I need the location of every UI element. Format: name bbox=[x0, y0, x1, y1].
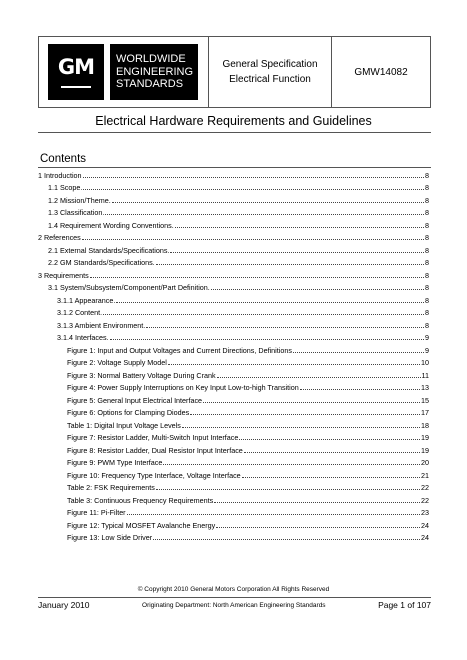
toc-dot-leader bbox=[244, 451, 420, 453]
toc-entry-page: 24 bbox=[421, 533, 429, 542]
toc-entry[interactable] bbox=[38, 167, 431, 180]
standards-line: WORLDWIDE bbox=[116, 53, 186, 66]
toc-entry-page: 8 bbox=[425, 308, 429, 317]
toc-dot-leader bbox=[216, 526, 420, 528]
toc-entry-title: 2.1 External Standards/Specifications. bbox=[48, 245, 170, 255]
toc-entry-page: 8 bbox=[425, 183, 429, 192]
toc-dot-leader bbox=[156, 488, 420, 490]
spec-type-line: Electrical Function bbox=[229, 74, 311, 85]
toc-dot-leader bbox=[203, 401, 420, 403]
toc-entry-page: 21 bbox=[421, 470, 429, 480]
toc-entry-page: 19 bbox=[421, 433, 429, 442]
toc-entry-page: 24 bbox=[421, 520, 429, 530]
toc-entry[interactable] bbox=[38, 430, 431, 443]
toc-entry-title: 1 Introduction bbox=[38, 170, 82, 180]
toc-entry-title: 3.1 System/Subsystem/Component/Part Definition. bbox=[48, 283, 210, 292]
toc-dot-leader bbox=[116, 301, 424, 303]
toc-entry[interactable] bbox=[38, 355, 431, 368]
toc-entry-title: Table 2: FSK Requirements bbox=[67, 483, 155, 492]
toc-entry[interactable] bbox=[38, 467, 431, 480]
toc-entry-title: Figure 12: Typical MOSFET Avalanche Energy bbox=[67, 520, 216, 530]
toc-entry-title: Table 3: Continuous Frequency Requirements bbox=[67, 495, 214, 505]
toc-entry[interactable] bbox=[38, 305, 431, 318]
gm-logo-underline bbox=[61, 86, 91, 88]
footer-divider bbox=[38, 597, 431, 598]
toc-dot-leader bbox=[190, 413, 420, 415]
toc-dot-leader bbox=[110, 338, 424, 340]
toc-entry-page: 19 bbox=[421, 445, 429, 455]
toc-entry[interactable] bbox=[38, 180, 431, 193]
copyright-notice: © Copyright 2010 General Motors Corporation All Rights Reserved bbox=[137, 586, 330, 593]
toc-entry[interactable] bbox=[38, 217, 431, 230]
gm-logo bbox=[48, 44, 104, 100]
toc-dot-leader bbox=[239, 438, 420, 440]
toc-entry-page: 13 bbox=[421, 383, 429, 392]
toc-entry[interactable] bbox=[38, 342, 431, 355]
toc-entry[interactable] bbox=[38, 367, 431, 380]
toc-dot-leader bbox=[83, 176, 424, 178]
toc-dot-leader bbox=[156, 263, 424, 265]
toc-entry-title: 1.3 Classification. bbox=[48, 208, 105, 217]
toc-entry-title: 1.4 Requirement Wording Conventions. bbox=[48, 220, 174, 230]
toc-entry-page: 8 bbox=[425, 170, 429, 180]
spec-type-cell bbox=[209, 37, 332, 107]
toc-entry-page: 10 bbox=[421, 358, 429, 367]
toc-entry-page: 8 bbox=[425, 295, 429, 305]
toc-entry-title: Figure 6: Options for Clamping Diodes bbox=[67, 408, 190, 417]
toc-entry-title: Figure 9: PWM Type Interface bbox=[67, 458, 163, 467]
toc-entry-page: 18 bbox=[421, 420, 429, 430]
toc-entry-page: 23 bbox=[421, 508, 429, 517]
toc-entry[interactable] bbox=[38, 280, 431, 293]
toc-dot-leader bbox=[163, 463, 420, 465]
spec-type-line: General Specification bbox=[222, 59, 318, 70]
toc-entry-title: 2.2 GM Standards/Specifications. bbox=[48, 258, 155, 267]
toc-entry-title: 3.1.1 Appearance. bbox=[57, 295, 116, 305]
toc-dot-leader bbox=[90, 276, 424, 278]
page-number: Page 1 of 107 bbox=[378, 600, 431, 610]
toc-dot-leader bbox=[146, 326, 424, 328]
toc-dot-leader bbox=[293, 351, 424, 353]
doc-number: GMW14082 bbox=[354, 66, 408, 78]
title-divider bbox=[38, 132, 431, 133]
toc-entry-title: Figure 2: Voltage Supply Model bbox=[67, 358, 167, 367]
toc-entry-title: 3.1.3 Ambient Environment. bbox=[57, 320, 146, 330]
toc-dot-leader bbox=[83, 188, 424, 190]
toc-dot-leader bbox=[300, 388, 420, 390]
originating-department: Originating Department: North American Engineering Standards bbox=[142, 601, 326, 609]
toc-dot-leader bbox=[242, 476, 420, 478]
toc-entry-page: 8 bbox=[425, 245, 429, 255]
toc-dot-leader bbox=[217, 376, 421, 378]
toc-entry[interactable] bbox=[38, 330, 431, 343]
toc-dot-leader bbox=[175, 226, 424, 228]
issue-date: January 2010 bbox=[38, 600, 90, 610]
toc-entry[interactable] bbox=[38, 442, 431, 455]
document-title: Electrical Hardware Requirements and Guidelines bbox=[95, 114, 372, 128]
toc-entry[interactable] bbox=[38, 380, 431, 393]
toc-entry[interactable] bbox=[38, 205, 431, 218]
toc-entry[interactable] bbox=[38, 242, 431, 255]
toc-entry[interactable] bbox=[38, 405, 431, 418]
toc-entry-title: Table 1: Digital Input Voltage Levels bbox=[67, 420, 181, 430]
toc-entry[interactable] bbox=[38, 292, 431, 305]
toc-entry[interactable] bbox=[38, 455, 431, 468]
table-of-contents bbox=[38, 167, 431, 542]
toc-entry-page: 8 bbox=[425, 258, 429, 267]
logo-cell bbox=[39, 37, 209, 107]
standards-line: STANDARDS bbox=[116, 78, 184, 91]
contents-heading: Contents bbox=[40, 153, 87, 165]
toc-entry-page: 8 bbox=[425, 320, 429, 330]
toc-entry-title: 1.1 Scope. bbox=[48, 183, 83, 192]
toc-dot-leader bbox=[127, 513, 420, 515]
standards-badge bbox=[110, 44, 198, 100]
gm-logo-text: GM bbox=[57, 55, 95, 79]
toc-entry-page: 8 bbox=[425, 208, 429, 217]
standards-line: ENGINEERING bbox=[116, 65, 194, 78]
toc-entry-title: 3.1.2 Content. bbox=[57, 308, 103, 317]
toc-dot-leader bbox=[170, 251, 424, 253]
toc-entry-title: Figure 11: Pi-Filter bbox=[67, 508, 126, 517]
toc-entry-page: 8 bbox=[425, 220, 429, 230]
toc-entry-title: 2 References bbox=[38, 233, 81, 242]
toc-dot-leader bbox=[82, 238, 424, 240]
toc-entry-title: 1.2 Mission/Theme. bbox=[48, 195, 111, 205]
toc-entry[interactable] bbox=[38, 192, 431, 205]
toc-entry[interactable] bbox=[38, 480, 431, 493]
toc-entry[interactable] bbox=[38, 317, 431, 330]
toc-entry-title: Figure 4: Power Supply Interruptions on Key Input Low-to-high Transition bbox=[67, 383, 299, 392]
document-header bbox=[38, 36, 431, 108]
toc-dot-leader bbox=[211, 288, 424, 290]
toc-entry-page: 8 bbox=[425, 283, 429, 292]
toc-entry[interactable] bbox=[38, 505, 431, 518]
toc-entry-title: 3.1.4 Interfaces. bbox=[57, 333, 109, 342]
toc-entry-page: 8 bbox=[425, 270, 429, 280]
toc-entry-page: 15 bbox=[421, 395, 429, 405]
toc-entry-title: Figure 7: Resistor Ladder, Multi-Switch Input Interface bbox=[67, 433, 239, 442]
toc-entry-page: 22 bbox=[421, 483, 429, 492]
toc-dot-leader bbox=[182, 426, 420, 428]
toc-entry[interactable] bbox=[38, 230, 431, 243]
toc-entry[interactable] bbox=[38, 530, 431, 543]
toc-dot-leader bbox=[153, 538, 420, 540]
toc-entry[interactable] bbox=[38, 492, 431, 505]
toc-dot-leader bbox=[105, 213, 424, 215]
toc-entry-title: Figure 10: Frequency Type Interface, Voltage Interface bbox=[67, 470, 241, 480]
toc-entry[interactable] bbox=[38, 267, 431, 280]
toc-dot-leader bbox=[214, 501, 420, 503]
page-footer bbox=[38, 600, 431, 610]
toc-entry[interactable] bbox=[38, 417, 431, 430]
toc-entry-title: 3 Requirements bbox=[38, 270, 89, 280]
toc-entry-title: Figure 8: Resistor Ladder, Dual Resistor Input Interface bbox=[67, 445, 243, 455]
toc-entry-page: 8 bbox=[425, 233, 429, 242]
toc-entry[interactable] bbox=[38, 517, 431, 530]
toc-entry-page: 20 bbox=[421, 458, 429, 467]
toc-dot-leader bbox=[112, 201, 424, 203]
toc-entry-title: Figure 1: Input and Output Voltages and Current Directions, Definitions bbox=[67, 345, 292, 355]
toc-entry-page: 11 bbox=[421, 370, 429, 380]
toc-entry-page: 9 bbox=[425, 333, 429, 342]
toc-entry-page: 8 bbox=[425, 195, 429, 205]
toc-entry-page: 9 bbox=[425, 345, 429, 355]
toc-entry-title: Figure 5: General Input Electrical Interface bbox=[67, 395, 203, 405]
toc-entry[interactable] bbox=[38, 392, 431, 405]
toc-dot-leader bbox=[168, 363, 420, 365]
toc-entry-title: Figure 13: Low Side Driver bbox=[67, 533, 153, 542]
toc-entry-page: 17 bbox=[421, 408, 429, 417]
toc-dot-leader bbox=[103, 313, 424, 315]
toc-entry-title: Figure 3: Normal Battery Voltage During Crank bbox=[67, 370, 216, 380]
toc-entry[interactable] bbox=[38, 255, 431, 268]
toc-entry-page: 22 bbox=[421, 495, 429, 505]
